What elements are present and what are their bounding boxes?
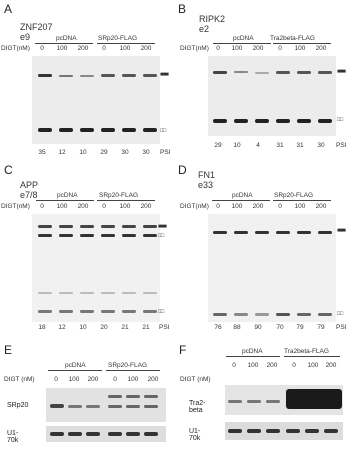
psi-value: 30 — [317, 142, 325, 149]
dose-label: 100 — [68, 376, 80, 383]
dose-label: 0 — [102, 45, 106, 52]
psi-label: PSI — [159, 324, 170, 331]
gel-image — [32, 214, 160, 322]
dose-label: 0 — [232, 362, 236, 369]
digt-label: DIGT(nM) — [180, 203, 209, 210]
group-label-1: pcDNA — [242, 348, 263, 355]
gene-title: FN1 e33 — [198, 170, 216, 190]
dose-label: 100 — [247, 362, 259, 369]
inclusion-isoform-icon: ■■■ — [337, 228, 345, 234]
digt-label: DIGT (nM) — [180, 376, 211, 383]
gel-image — [32, 56, 160, 144]
group-label-2: Tra2beta-FLAG — [284, 348, 329, 355]
dose-label: 200 — [266, 362, 278, 369]
exclusion-isoform-icon: □□ — [158, 309, 164, 315]
dose-label: 0 — [40, 203, 44, 210]
dose-label: 200 — [252, 203, 264, 210]
group-label-1: pcDNA — [65, 362, 86, 369]
psi-value: 30 — [121, 149, 129, 156]
psi-value: 76 — [214, 324, 222, 331]
panel-letter: E — [4, 343, 13, 357]
dose-label: 0 — [278, 45, 282, 52]
group-label-2: SRp20-FLAG — [98, 35, 138, 42]
group-underline — [213, 43, 271, 44]
dose-label: 100 — [56, 203, 68, 210]
panel-letter: D — [178, 163, 187, 177]
psi-value: 31 — [276, 142, 284, 149]
gene-title: RIPK2 e2 — [199, 14, 226, 34]
panel-letter: A — [4, 2, 13, 16]
psi-value: 4 — [256, 142, 260, 149]
dose-label: 200 — [77, 203, 89, 210]
psi-value: 10 — [79, 324, 87, 331]
group-underline — [273, 43, 331, 44]
group-underline — [97, 200, 155, 201]
psi-label: PSI — [336, 324, 347, 331]
group-label-2: SRp20-FLAG — [99, 192, 139, 199]
dose-label: 100 — [119, 203, 131, 210]
psi-value: 90 — [254, 324, 262, 331]
dose-label: 0 — [40, 45, 44, 52]
dose-label: 200 — [77, 45, 89, 52]
psi-label: PSI — [336, 142, 347, 149]
dose-label: 200 — [140, 203, 152, 210]
dose-label: 200 — [140, 45, 152, 52]
dose-label: 200 — [87, 376, 99, 383]
psi-value: 12 — [58, 324, 66, 331]
psi-value: 21 — [121, 324, 129, 331]
psi-label: PSI — [160, 149, 171, 156]
inclusion-isoform-icon: ■■■ — [160, 72, 168, 78]
group-label-2: Tra2beta-FLAG — [270, 35, 315, 42]
group-underline — [36, 200, 94, 201]
blot-row-label: SRp20 — [7, 402, 29, 409]
dose-label: 100 — [127, 376, 139, 383]
dose-label: 0 — [216, 203, 220, 210]
group-underline — [48, 370, 102, 371]
group-label-1: pcDNA — [232, 192, 253, 199]
panel-letter: B — [178, 2, 187, 16]
blot-row-label: U1-70k — [189, 428, 201, 442]
dose-label: 0 — [216, 45, 220, 52]
psi-value: 29 — [100, 149, 108, 156]
exclusion-isoform-icon: □□ — [160, 128, 166, 134]
dose-label: 0 — [54, 376, 58, 383]
panel-letter: C — [4, 163, 13, 177]
blot-row-label: Tra2-beta — [189, 400, 206, 414]
dose-label: 100 — [231, 45, 243, 52]
western-blot-tra2-beta — [225, 385, 343, 415]
panel-letter: F — [179, 343, 187, 357]
dose-label: 100 — [307, 362, 319, 369]
dose-label: 0 — [278, 203, 282, 210]
group-label-1: pcDNA — [57, 192, 78, 199]
exclusion-isoform-icon: □□ — [337, 311, 343, 317]
western-blot-u1-70k — [46, 426, 166, 442]
dose-label: 200 — [315, 203, 327, 210]
psi-value: 79 — [296, 324, 304, 331]
psi-value: 70 — [276, 324, 284, 331]
group-underline — [35, 43, 93, 44]
inclusion-isoform-icon: ■■■ — [337, 69, 345, 75]
exclusion-isoform-icon: □□ — [337, 117, 343, 123]
dose-label: 0 — [292, 362, 296, 369]
dose-label: 100 — [56, 45, 68, 52]
psi-value: 30 — [142, 149, 150, 156]
digt-label: DIGT(nM) — [180, 45, 209, 52]
psi-value: 12 — [58, 149, 66, 156]
dose-label: 200 — [252, 45, 264, 52]
group-underline — [212, 200, 270, 201]
digt-label: DIGT (nM) — [4, 376, 35, 383]
gel-image — [208, 56, 336, 136]
dose-label: 0 — [113, 376, 117, 383]
dose-label: 200 — [147, 376, 159, 383]
psi-value: 31 — [296, 142, 304, 149]
group-underline — [97, 43, 155, 44]
psi-value: 29 — [214, 142, 222, 149]
psi-value: 88 — [233, 324, 241, 331]
partial-isoform-icon: □□ — [158, 233, 164, 239]
psi-value: 18 — [38, 324, 46, 331]
group-label-2: SRp20-FLAG — [108, 362, 148, 369]
dose-label: 100 — [231, 203, 243, 210]
group-label-1: pcDNA — [56, 35, 77, 42]
dose-label: 100 — [294, 45, 306, 52]
psi-value: 35 — [38, 149, 46, 156]
gene-title: APP e7/8 — [20, 180, 38, 200]
psi-value: 79 — [317, 324, 325, 331]
western-blot-srp20 — [46, 388, 166, 422]
digt-label: DIGT(nM) — [1, 203, 30, 210]
group-label-2: SRp20-FLAG — [274, 192, 314, 199]
gel-image — [208, 214, 336, 322]
psi-value: 10 — [233, 142, 241, 149]
dose-label: 100 — [119, 45, 131, 52]
group-underline — [284, 356, 340, 357]
group-underline — [106, 370, 160, 371]
group-label-1: pcDNA — [233, 35, 254, 42]
psi-value: 10 — [79, 149, 87, 156]
digt-label: DIGT(nM) — [1, 45, 30, 52]
group-underline — [273, 200, 331, 201]
inclusion-isoform-icon: ■■■ — [158, 224, 166, 230]
psi-value: 21 — [142, 324, 150, 331]
dose-label: 0 — [102, 203, 106, 210]
western-blot-u1-70k — [225, 422, 343, 440]
dose-label: 200 — [315, 45, 327, 52]
psi-value: 20 — [100, 324, 108, 331]
blot-row-label: U1-70k — [7, 430, 19, 444]
gene-title: ZNF207 e9 — [20, 22, 53, 42]
dose-label: 100 — [294, 203, 306, 210]
dose-label: 200 — [325, 362, 337, 369]
group-underline — [226, 356, 280, 357]
